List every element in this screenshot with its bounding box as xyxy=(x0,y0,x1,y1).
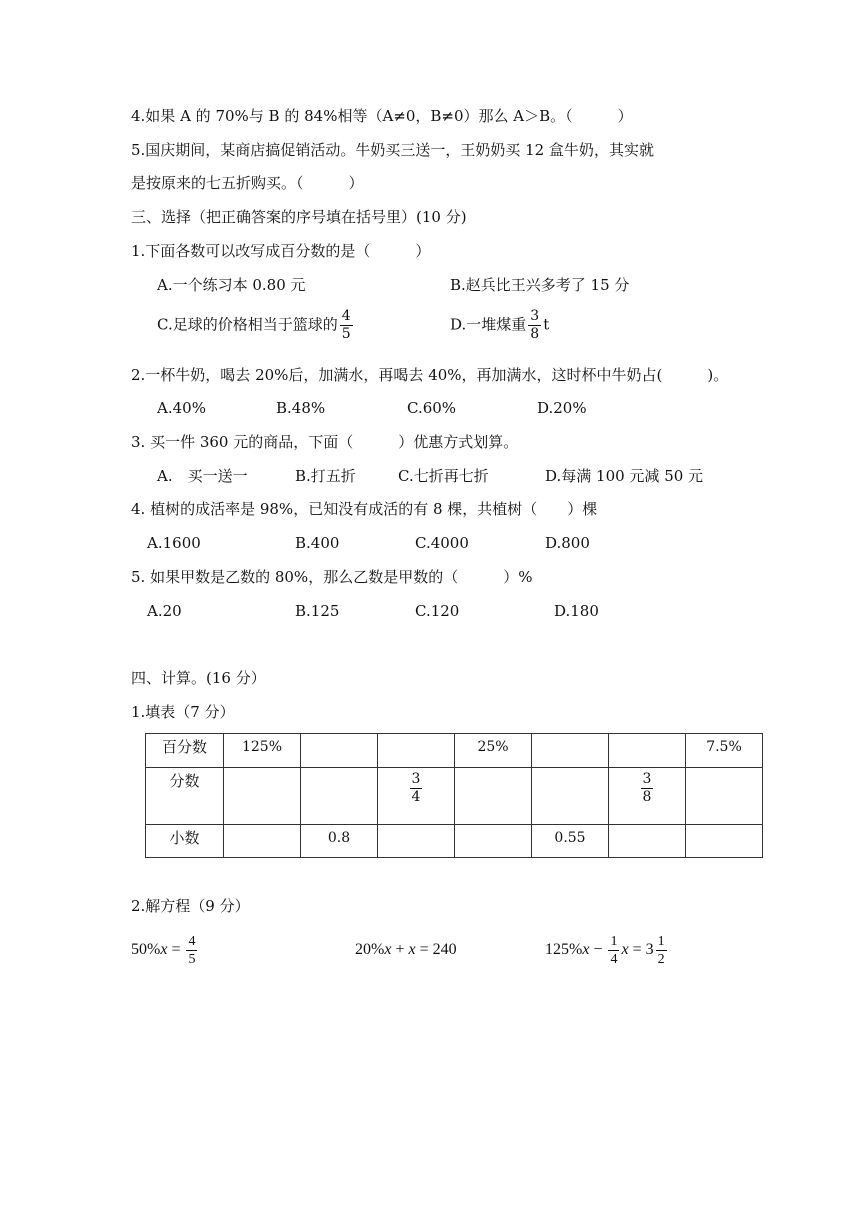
choice-section-heading: 三、选择（把正确答案的序号填在括号里）(10 分) xyxy=(131,208,467,226)
choice-q3-option-a: A. 买一送一 xyxy=(157,467,248,485)
table-cell-blank[interactable] xyxy=(224,825,301,858)
table-cell: 0.55 xyxy=(532,825,609,858)
choice-q1-option-a: A.一个练习本 0.80 元 xyxy=(157,276,306,294)
choice-q2-stem: 2.一杯牛奶，喝去 20%后，加满水，再喝去 40%，再加满水，这时杯中牛奶占( )。 xyxy=(131,366,729,384)
row-label-fraction: 分数 xyxy=(146,768,224,825)
unit-label: t xyxy=(543,315,550,334)
table-cell-blank[interactable] xyxy=(301,734,378,768)
fraction-denominator: 5 xyxy=(188,951,196,967)
fraction-numerator: 1 xyxy=(610,933,618,949)
choice-q3-stem: 3. 买一件 360 元的商品，下面（ ）优惠方式划算。 xyxy=(131,433,519,451)
equation-3 xyxy=(545,930,669,970)
choice-q1-option-b: B.赵兵比王兴多考了 15 分 xyxy=(450,276,630,294)
table-cell-blank[interactable] xyxy=(609,734,686,768)
table-cell-blank[interactable] xyxy=(609,825,686,858)
equations-title: 2.解方程（9 分） xyxy=(131,897,250,915)
table-cell-blank[interactable] xyxy=(378,734,455,768)
eq-variable: x xyxy=(408,941,416,958)
eq-operator: + xyxy=(391,941,409,958)
judge-question-4: 4.如果 A 的 70%与 B 的 84%相等（A≠0，B≠0）那么 A＞B。（ ） xyxy=(131,107,633,125)
eq-rhs: = 240 xyxy=(415,941,457,958)
table-cell-blank[interactable] xyxy=(532,768,609,825)
eq-term: 125% xyxy=(545,941,583,958)
fraction xyxy=(528,308,541,343)
table-cell: 0.8 xyxy=(301,825,378,858)
choice-q5-option-c: C.120 xyxy=(415,602,460,620)
table-cell: 125% xyxy=(224,734,301,768)
fraction-denominator: 8 xyxy=(530,326,540,342)
choice-q2-option-b: B.48% xyxy=(276,399,326,417)
choice-q4-option-b: B.400 xyxy=(295,534,340,552)
eq-term: 20% xyxy=(355,941,385,958)
choice-q5-option-a: A.20 xyxy=(147,602,182,620)
table-row-decimal xyxy=(146,825,763,858)
fraction xyxy=(608,933,619,968)
eq-rhs: = 3 xyxy=(628,941,654,958)
choice-q5-stem: 5. 如果甲数是乙数的 80%，那么乙数是甲数的（ ）% xyxy=(131,568,533,586)
choice-q1-option-d xyxy=(450,308,549,343)
eq-variable: x xyxy=(582,941,590,958)
fraction-numerator: 4 xyxy=(188,933,196,949)
table-cell xyxy=(378,768,455,825)
choice-q1-option-c xyxy=(157,308,355,343)
judge-question-5-line-2: 是按原来的七五折购买。（ ） xyxy=(131,174,364,192)
fraction xyxy=(641,771,654,806)
fraction-numerator: 4 xyxy=(341,308,351,324)
fraction-numerator: 3 xyxy=(642,771,652,787)
table-cell-blank[interactable] xyxy=(224,768,301,825)
fraction-denominator: 8 xyxy=(642,789,652,805)
table-cell-blank[interactable] xyxy=(378,825,455,858)
fraction xyxy=(186,933,197,968)
choice-q4-option-a: A.1600 xyxy=(147,534,201,552)
table-cell: 7.5% xyxy=(686,734,763,768)
eq-operator: − xyxy=(589,941,607,958)
equation-1 xyxy=(131,930,199,970)
choice-q3-option-d: D.每满 100 元减 50 元 xyxy=(545,467,704,485)
table-cell: 25% xyxy=(455,734,532,768)
fill-table-title: 1.填表（7 分） xyxy=(131,703,235,721)
table-cell xyxy=(609,768,686,825)
choice-q3-option-b: B.打五折 xyxy=(295,467,356,485)
fraction xyxy=(340,308,353,343)
row-label-decimal: 小数 xyxy=(146,825,224,858)
choice-q4-option-d: D.800 xyxy=(545,534,590,552)
eq-variable: x xyxy=(621,941,629,958)
table-cell-blank[interactable] xyxy=(455,825,532,858)
choice-q4-stem: 4. 植树的成活率是 98%，已知没有成活的有 8 棵，共植树（ ）棵 xyxy=(131,500,598,518)
equation-2 xyxy=(355,930,457,970)
choice-q2-option-c: C.60% xyxy=(407,399,457,417)
table-cell-blank[interactable] xyxy=(532,734,609,768)
table-row-percent xyxy=(146,734,763,768)
table-cell-blank[interactable] xyxy=(686,768,763,825)
fraction-denominator: 4 xyxy=(411,789,421,805)
calc-section-heading: 四、计算。(16 分） xyxy=(131,669,266,687)
choice-q1-option-d-text: D.一堆煤重 xyxy=(450,315,527,334)
fraction xyxy=(656,933,667,968)
eq-operator: = xyxy=(167,941,185,958)
fraction-numerator: 3 xyxy=(411,771,421,787)
table-cell-blank[interactable] xyxy=(455,768,532,825)
row-label-percent: 百分数 xyxy=(146,734,224,768)
judge-question-5-line-1: 5.国庆期间，某商店搞促销活动。牛奶买三送一，王奶奶买 12 盒牛奶，其实就 xyxy=(131,141,654,159)
eq-term: 50% xyxy=(131,941,161,958)
choice-q5-option-d: D.180 xyxy=(554,602,599,620)
fraction-numerator: 3 xyxy=(530,308,540,324)
table-row-fraction xyxy=(146,768,763,825)
choice-q1-stem: 1.下面各数可以改写成百分数的是（ ） xyxy=(131,242,431,260)
choice-q5-option-b: B.125 xyxy=(295,602,340,620)
fraction-denominator: 4 xyxy=(610,951,618,967)
fraction xyxy=(410,771,423,806)
choice-q4-option-c: C.4000 xyxy=(415,534,469,552)
choice-q2-option-a: A.40% xyxy=(157,399,206,417)
fraction-denominator: 2 xyxy=(657,951,665,967)
fraction-numerator: 1 xyxy=(657,933,665,949)
choice-q3-option-c: C.七折再七折 xyxy=(398,467,489,485)
fill-table xyxy=(145,733,763,858)
fraction-denominator: 5 xyxy=(341,326,351,342)
eq-variable: x xyxy=(160,941,168,958)
eq-variable: x xyxy=(384,941,392,958)
table-cell-blank[interactable] xyxy=(686,825,763,858)
table-cell-blank[interactable] xyxy=(301,768,378,825)
choice-q1-option-c-text: C.足球的价格相当于篮球的 xyxy=(157,315,338,334)
choice-q2-option-d: D.20% xyxy=(537,399,587,417)
